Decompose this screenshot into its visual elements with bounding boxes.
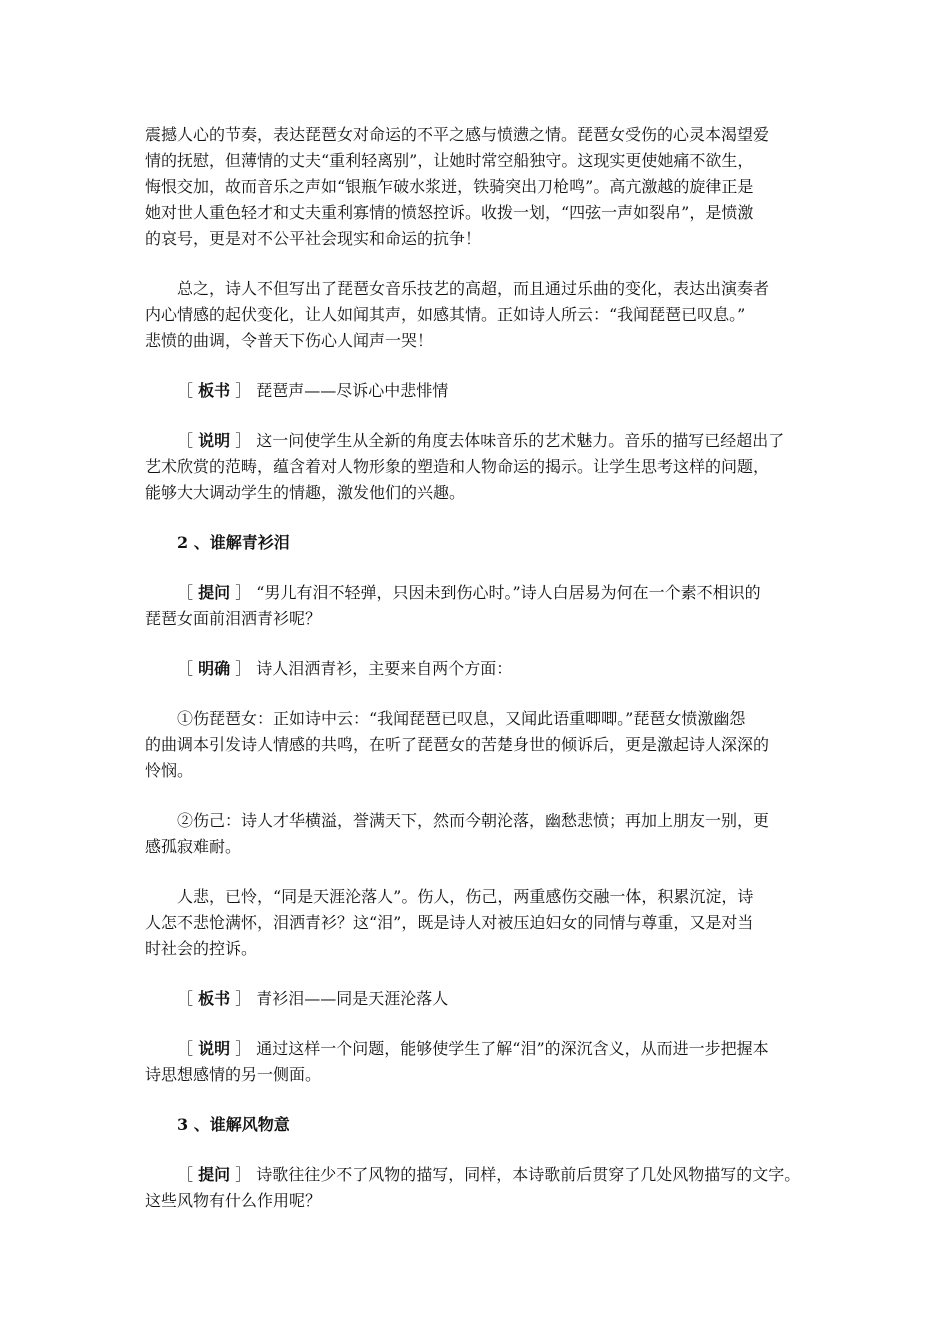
text-line: ②伤己：诗人才华横溢，誉满天下，然而今朝沦落，幽愁悲愤；再加上朋友一别，更: [177, 811, 770, 830]
bracket-open: ［: [177, 583, 199, 602]
label-answer: 明确: [198, 659, 231, 678]
blackboard-text: 青衫泪——同是天涯沦落人: [256, 989, 449, 1008]
text-line: 琵琶女面前泪洒青衫呢？: [145, 609, 322, 628]
heading-text: 3 、谁解风物意: [177, 1115, 290, 1134]
label-question: 提问: [198, 583, 231, 602]
text-line: 人怎不悲怆满怀，泪洒青衫？这“泪”，既是诗人对被压迫妇女的同情与尊重，又是对当: [145, 913, 754, 932]
bracket-open: ［: [177, 431, 199, 450]
paragraph-point-2: [145, 808, 815, 860]
text-line: 时社会的控诉。: [145, 939, 258, 958]
text-line: 她对世人重色轻才和丈夫重利寡情的愤怒控诉。收拨一划，“四弦一声如裂帛”，是愤激: [145, 203, 754, 222]
text-line: ①伤琵琶女：正如诗中云：“我闻琵琶已叹息，又闻此语重唧唧。”琵琶女愤激幽怨: [177, 709, 746, 728]
bracket-close: ］: [230, 989, 252, 1008]
section-heading-2: [145, 530, 815, 556]
paragraph-blackboard-2: [145, 986, 815, 1012]
text-line: 情的抚慰，但薄情的丈夫“重利轻离别”，让她时常空船独守。这现实更使她痛不欲生，: [145, 151, 754, 170]
text-line: 能够大大调动学生的情趣，激发他们的兴趣。: [145, 483, 466, 502]
bracket-open: ［: [177, 989, 199, 1008]
bracket-close: ］: [230, 583, 252, 602]
text-line: 感孤寂难耐。: [145, 837, 242, 856]
bracket-close: ］: [230, 431, 252, 450]
paragraph-question-2: [145, 1162, 815, 1214]
paragraph-question-1: [145, 580, 815, 632]
bracket-close: ］: [230, 1039, 252, 1058]
label-blackboard: 板书: [198, 989, 231, 1008]
label-question: 提问: [198, 1165, 231, 1184]
paragraph-tears: [145, 884, 815, 962]
text-line: 怜悯。: [145, 761, 194, 780]
text-line: 内心情感的起伏变化，让人如闻其声，如感其情。正如诗人所云：“我闻琵琶已叹息。”: [145, 305, 746, 324]
bracket-open: ［: [177, 659, 199, 678]
text-line: 艺术欣赏的范畴，蕴含着对人物形象的塑造和人物命运的揭示。让学生思考这样的问题，: [145, 457, 770, 476]
blackboard-text: 琵琶声——尽诉心中悲悱情: [256, 381, 449, 400]
text-line: 通过这样一个问题，能够使学生了解“泪”的深沉含义，从而进一步把握本: [256, 1039, 769, 1058]
bracket-close: ］: [230, 1165, 252, 1184]
paragraph-summary: [145, 276, 815, 354]
heading-text: 2 、谁解青衫泪: [177, 533, 290, 552]
text-line: 诗思想感情的另一侧面。: [145, 1065, 322, 1084]
text-line: 总之，诗人不但写出了琵琶女音乐技艺的高超，而且通过乐曲的变化，表达出演奏者: [177, 279, 770, 298]
text-line: 悔恨交加，故而音乐之声如“银瓶乍破水浆迸，铁骑突出刀枪鸣”。高亢激越的旋律正是: [145, 177, 754, 196]
text-line: 诗歌往往少不了风物的描写，同样，本诗歌前后贯穿了几处风物描写的文字。: [256, 1165, 801, 1184]
answer-text: 诗人泪洒青衫，主要来自两个方面：: [256, 659, 513, 678]
text-line: 震撼人心的节奏，表达琵琶女对命运的不平之感与愤懑之情。琵琶女受伤的心灵本渴望爱: [145, 125, 770, 144]
document-page: [145, 122, 815, 1214]
bracket-close: ］: [230, 659, 252, 678]
text-line: 的哀号，更是对不公平社会现实和命运的抗争！: [145, 229, 482, 248]
label-explanation: 说明: [198, 431, 231, 450]
paragraph-explanation-2: [145, 1036, 815, 1088]
bracket-open: ［: [177, 1039, 199, 1058]
bracket-open: ［: [177, 1165, 199, 1184]
text-line: 这些风物有什么作用呢？: [145, 1191, 322, 1210]
text-line: 的曲调本引发诗人情感的共鸣，在听了琵琶女的苦楚身世的倾诉后，更是激起诗人深深的: [145, 735, 770, 754]
paragraph-conclusion-music: [145, 122, 815, 252]
text-line: 悲愤的曲调，令普天下伤心人闻声一哭！: [145, 331, 434, 350]
bracket-open: ［: [177, 381, 199, 400]
paragraph-point-1: [145, 706, 815, 784]
paragraph-explanation-1: [145, 428, 815, 506]
label-blackboard: 板书: [198, 381, 231, 400]
section-heading-3: [145, 1112, 815, 1138]
text-line: “男儿有泪不轻弹，只因未到伤心时。”诗人白居易为何在一个素不相识的: [256, 583, 761, 602]
text-line: 这一问使学生从全新的角度去体味音乐的艺术魅力。音乐的描写已经超出了: [256, 431, 785, 450]
label-explanation: 说明: [198, 1039, 231, 1058]
bracket-close: ］: [230, 381, 252, 400]
text-line: 人悲，已怜，“同是天涯沦落人”。伤人，伤己，两重感伤交融一体，积累沉淀，诗: [177, 887, 754, 906]
paragraph-answer: [145, 656, 815, 682]
paragraph-blackboard-1: [145, 378, 815, 404]
